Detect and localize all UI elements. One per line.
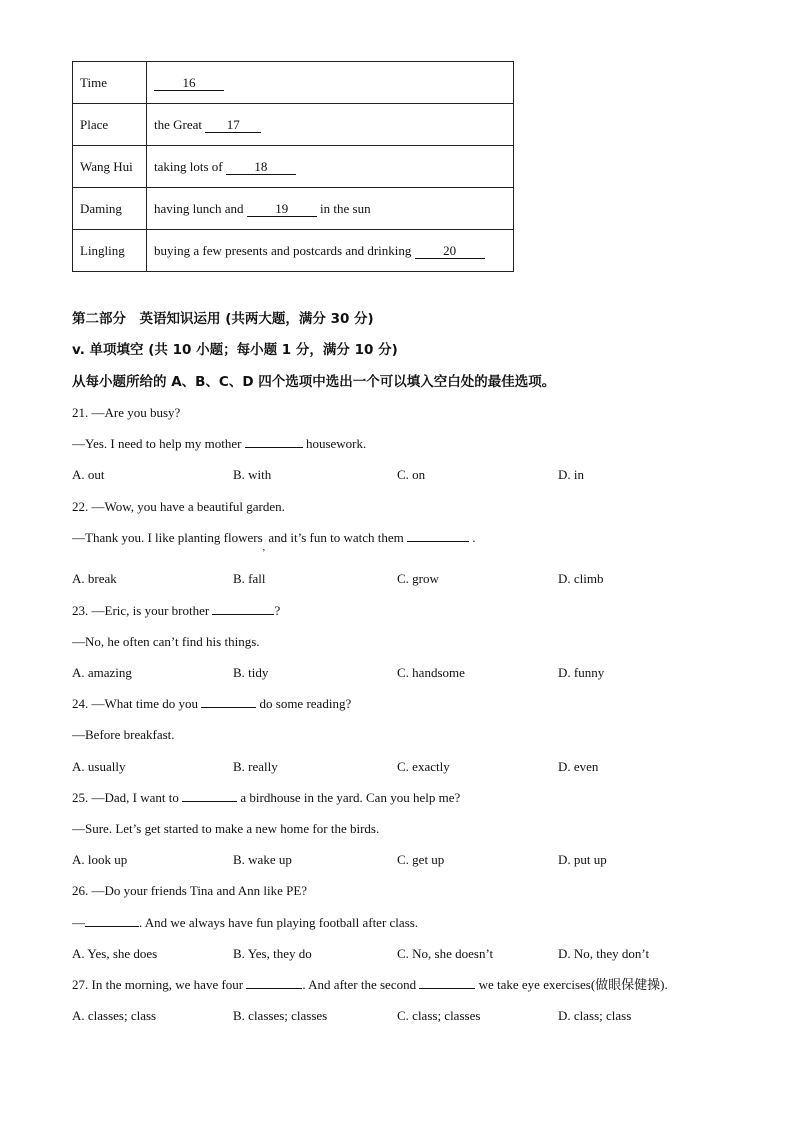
option-c: C. on: [397, 467, 426, 482]
question-text: —Thank you. I like planting flowers: [72, 530, 263, 545]
option-b: B. with: [233, 467, 272, 482]
question-line: 26. —Do your friends Tina and Ann like PE?: [72, 883, 308, 898]
option-c: C. handsome: [397, 665, 465, 680]
row-text: having lunch and: [154, 200, 247, 216]
option-d: D. put up: [558, 852, 607, 867]
fill-blank: [246, 976, 302, 989]
section-title: 第二部分 英语知识运用 (共两大题，满分 30 分): [72, 311, 374, 327]
option-d: D. climb: [558, 571, 604, 586]
option-d: D. even: [558, 759, 599, 774]
question-line: 21. —Are you busy?: [72, 405, 181, 420]
option-c: C. get up: [397, 852, 445, 867]
table-row: [73, 104, 514, 146]
option-a: A. look up: [72, 852, 128, 867]
row-label: Lingling: [73, 230, 147, 272]
option-d: D. funny: [558, 665, 605, 680]
question-line: —No, he often can’t find his things.: [72, 634, 260, 649]
option-a: A. usually: [72, 759, 126, 774]
question-text: —Yes. I need to help my mother: [72, 436, 245, 451]
question-text: . And we always have fun playing football after class.: [139, 915, 419, 930]
question-line: 22. —Wow, you have a beautiful garden.: [72, 499, 285, 514]
fill-blank: [85, 914, 139, 927]
table-row: [73, 62, 514, 104]
info-table: [72, 61, 514, 272]
row-text: taking lots of: [154, 158, 226, 174]
row-label: Daming: [73, 188, 147, 230]
question-line: —Sure. Let’s get started to make a new home for the birds.: [72, 821, 380, 836]
table-row: [73, 146, 514, 188]
question-text: . And after the second: [302, 977, 420, 992]
question-text: and it’s fun to watch them: [265, 530, 408, 545]
question-text: 24. —What time do you: [72, 696, 202, 711]
question-text: ,: [262, 542, 266, 553]
option-d: D. class; class: [558, 1008, 632, 1023]
option-a: A. out: [72, 467, 105, 482]
fill-blank: [182, 789, 237, 802]
row-content: [147, 146, 514, 188]
row-content: [147, 62, 514, 104]
question-text: a birdhouse in the yard. Can you help me?: [237, 790, 461, 805]
question-line: [72, 529, 476, 553]
row-label: Wang Hui: [73, 146, 147, 188]
fill-blank: [245, 435, 303, 448]
option-b: B. wake up: [233, 852, 292, 867]
question-text: .: [469, 530, 476, 545]
row-text: the Great: [154, 116, 206, 132]
row-label: Time: [73, 62, 147, 104]
row-content: [147, 230, 514, 272]
section-instruction: 从每小题所给的 A、B、C、D 四个选项中选出一个可以填入空白处的最佳选项。: [72, 374, 556, 390]
option-b: B. really: [233, 759, 278, 774]
question-text: do some reading?: [256, 696, 352, 711]
option-b: B. fall: [233, 571, 266, 586]
table-row: [73, 188, 514, 230]
row-label: Place: [73, 104, 147, 146]
question-line: [72, 602, 280, 620]
fill-blank: [212, 602, 274, 615]
question-line: [72, 789, 460, 807]
row-content: [147, 104, 514, 146]
row-text: buying a few presents and postcards and drinking: [154, 242, 415, 258]
answer-blank: 19: [247, 202, 317, 217]
row-text: in the sun: [316, 200, 371, 216]
question-text: —: [72, 915, 85, 930]
row-content: [147, 188, 514, 230]
option-a: A. break: [72, 571, 117, 586]
table-row: [73, 230, 514, 272]
option-c: C. No, she doesn’t: [397, 946, 494, 961]
question-line: [72, 914, 418, 932]
option-b: B. tidy: [233, 665, 269, 680]
fill-blank: [419, 976, 475, 989]
question-text: 23. —Eric, is your brother: [72, 603, 213, 618]
answer-blank: 17: [205, 118, 261, 133]
question-text: 27. In the morning, we have four: [72, 977, 247, 992]
fill-blank: [201, 695, 256, 708]
answer-blank: 16: [154, 76, 224, 91]
option-d: D. in: [558, 467, 584, 482]
question-line: [72, 695, 351, 713]
question-text: 25. —Dad, I want to: [72, 790, 183, 805]
question-line: [72, 976, 668, 994]
answer-blank: 18: [226, 160, 296, 175]
question-text: housework.: [302, 436, 367, 451]
option-a: A. amazing: [72, 665, 132, 680]
option-b: B. classes; classes: [233, 1008, 328, 1023]
question-line: —Before breakfast.: [72, 727, 175, 742]
option-c: C. class; classes: [397, 1008, 481, 1023]
answer-blank: 20: [415, 244, 485, 259]
option-b: B. Yes, they do: [233, 946, 312, 961]
section-subtitle: v. 单项填空 (共 10 小题；每小题 1 分，满分 10 分): [72, 342, 398, 358]
fill-blank: [407, 529, 469, 542]
question-text: ?: [274, 603, 281, 618]
option-a: A. Yes, she does: [72, 946, 158, 961]
option-c: C. exactly: [397, 759, 450, 774]
question-line: [72, 435, 366, 453]
option-a: A. classes; class: [72, 1008, 157, 1023]
question-text: we take eye exercises(做眼保健操).: [475, 977, 668, 992]
option-c: C. grow: [397, 571, 439, 586]
option-d: D. No, they don’t: [558, 946, 650, 961]
